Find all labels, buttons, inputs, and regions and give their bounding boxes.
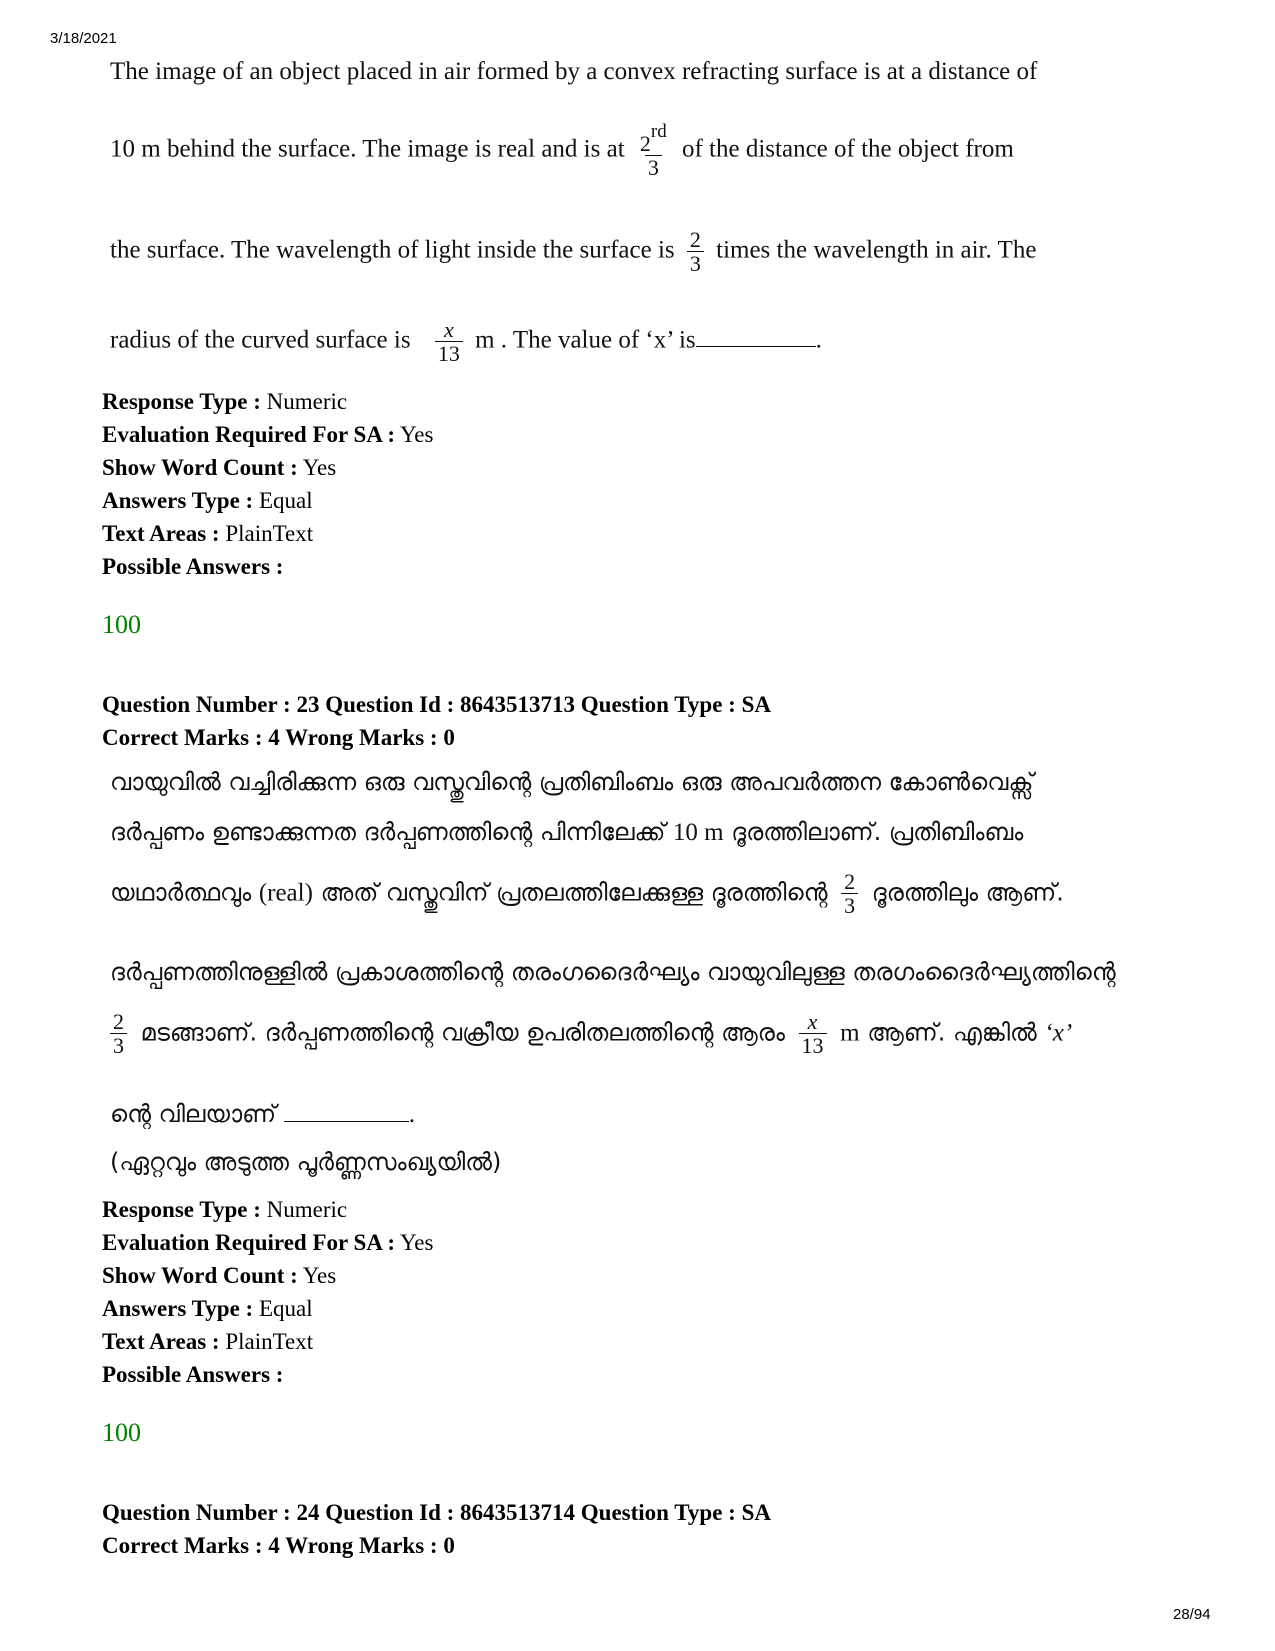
label: Answers Type : bbox=[102, 1296, 254, 1321]
q22-line-2-text-b: of the distance of the object from bbox=[681, 135, 1014, 163]
ml-distance: 10 m bbox=[672, 819, 724, 846]
ordinal-suffix: rd bbox=[650, 121, 667, 142]
question-header: Question Number : 23 Question Id : 8643513713 Question Type : SA bbox=[102, 692, 771, 717]
label: Answers Type : bbox=[102, 488, 254, 513]
frac-numerator: 2 bbox=[844, 869, 856, 894]
value: Equal bbox=[258, 488, 313, 513]
q23-ml-line-1: വായുവിൽ വച്ചിരിക്കുന്ന ഒരു വസ്തുവിന്റെ പ്രതിബിംബം ഒരു അപവർത്തന കോൺവെക്സ് bbox=[110, 768, 1034, 796]
ml-real: (real) bbox=[258, 879, 313, 907]
value: Yes bbox=[400, 422, 434, 447]
frac-denominator: 3 bbox=[110, 1033, 127, 1057]
ml-text-a: യഥാർത്ഥവും bbox=[110, 878, 252, 907]
question-marks: Correct Marks : 4 Wrong Marks : 0 bbox=[102, 725, 455, 750]
value: PlainText bbox=[225, 521, 314, 546]
frac-denominator: 13 bbox=[799, 1033, 827, 1057]
label: Response Type : bbox=[102, 389, 261, 414]
label: Response Type : bbox=[102, 1197, 261, 1222]
q22-fraction-radius bbox=[435, 318, 463, 365]
q22-possible-answer: 100 bbox=[102, 610, 141, 639]
q22-line-3-text-a: the surface. The wavelength of light inside the surface is bbox=[110, 236, 675, 264]
q23-ml-line-4: ദർപ്പണത്തിനുള്ളിൽ പ്രകാശത്തിന്റെ തരംഗദൈർഘ്യം വായുവിലുള്ള തരഗംദൈർഘ്യത്തിന്റെ bbox=[110, 958, 1116, 986]
value: Yes bbox=[400, 1230, 434, 1255]
ml-x: ‘x’ bbox=[1044, 1019, 1073, 1047]
label: Show Word Count : bbox=[102, 1263, 298, 1288]
ml-text-a: ന്റെ വിലയാണ് bbox=[110, 1100, 277, 1128]
q23-meta bbox=[102, 1193, 433, 1391]
label: Evaluation Required For SA : bbox=[102, 1230, 396, 1255]
q23-ml-line-2 bbox=[110, 818, 1023, 847]
page-number: 28/94 bbox=[1173, 1606, 1211, 1623]
ml-text-a: മടങ്ങാണ്. ദർപ്പണത്തിന്റെ വക്രീയ ഉപരിതലത്തിന്റെ ആരം bbox=[140, 1018, 785, 1047]
q22-line-4-text-b: m . The value of ‘x’ is bbox=[475, 326, 696, 354]
q23-possible-answer: 100 bbox=[102, 1418, 141, 1447]
label: Possible Answers : bbox=[102, 554, 284, 579]
q22-line-3 bbox=[110, 228, 1036, 275]
q23-ml-line-6 bbox=[110, 1100, 415, 1129]
q22-line-2-text-a: 10 m behind the surface. The image is real and is at bbox=[110, 135, 625, 163]
frac-numerator: 2 bbox=[639, 131, 651, 156]
ml-text-a: ദർപ്പണം ഉണ്ടാക്കുന്നത ദർപ്പണത്തിന്റെ പിന്നിലേക്ക് bbox=[110, 818, 666, 846]
q23-fraction-two-thirds bbox=[841, 870, 858, 917]
q22-fraction-two-thirds bbox=[637, 122, 670, 179]
ml-text-b: അത് വസ്തുവിന് പ്രതലത്തിലേക്കുള്ള ദൂരത്തിന്റെ bbox=[320, 878, 828, 907]
value: Yes bbox=[302, 1263, 337, 1288]
frac-numerator: x bbox=[807, 1009, 818, 1034]
q22-line-3-text-b: times the wavelength in air. The bbox=[716, 236, 1037, 264]
frac-denominator: 3 bbox=[645, 155, 662, 179]
q23-fraction-radius bbox=[799, 1010, 827, 1057]
answer-blank bbox=[284, 1101, 409, 1122]
print-date: 3/18/2021 bbox=[50, 30, 117, 47]
q24-header bbox=[102, 1496, 771, 1562]
value: Numeric bbox=[266, 389, 348, 414]
ml-text-c: ദൂരത്തിലും ആണ്. bbox=[871, 878, 1064, 907]
label: Possible Answers : bbox=[102, 1362, 284, 1387]
ml-text-b: ദൂരത്തിലാണ്. പ്രതിബിംബം bbox=[731, 818, 1024, 846]
answer-blank bbox=[696, 324, 816, 347]
q22-line-4-text-a: radius of the curved surface is bbox=[110, 326, 411, 354]
q23-header bbox=[102, 688, 771, 754]
frac-denominator: 13 bbox=[435, 341, 463, 365]
frac-denominator: 3 bbox=[687, 251, 704, 275]
label: Show Word Count : bbox=[102, 455, 298, 480]
label: Text Areas : bbox=[102, 521, 220, 546]
q22-line-4 bbox=[110, 318, 822, 365]
q22-line-2 bbox=[110, 122, 1014, 179]
q22-fraction-wavelength bbox=[687, 228, 704, 275]
question-marks: Correct Marks : 4 Wrong Marks : 0 bbox=[102, 1533, 455, 1558]
frac-denominator: 3 bbox=[841, 893, 858, 917]
q22-line-4-end: . bbox=[815, 326, 822, 354]
q23-ml-line-5 bbox=[110, 1010, 1072, 1057]
frac-numerator: x bbox=[443, 317, 454, 342]
ml-text-b: ആണ്. എങ്കിൽ bbox=[867, 1018, 1037, 1047]
ml-end: . bbox=[408, 1101, 415, 1128]
value: Yes bbox=[302, 455, 337, 480]
q22-line-1: The image of an object placed in air formed by a convex refracting surface is at a distance of bbox=[110, 58, 1038, 85]
frac-numerator: 2 bbox=[113, 1009, 124, 1034]
value: Equal bbox=[258, 1296, 313, 1321]
frac-numerator: 2 bbox=[689, 227, 701, 252]
q23-ml-line-3 bbox=[110, 870, 1064, 917]
q22-meta bbox=[102, 385, 433, 583]
value: Numeric bbox=[266, 1197, 348, 1222]
label: Text Areas : bbox=[102, 1329, 220, 1354]
question-header: Question Number : 24 Question Id : 8643513714 Question Type : SA bbox=[102, 1500, 771, 1525]
ml-unit: m bbox=[840, 1019, 860, 1047]
value: PlainText bbox=[225, 1329, 314, 1354]
q23-fraction-factor bbox=[110, 1010, 127, 1057]
q23-ml-line-7: (ഏറ്റവും അടുത്ത പൂർണ്ണസംഖ്യയിൽ) bbox=[110, 1148, 502, 1176]
label: Evaluation Required For SA : bbox=[102, 422, 396, 447]
